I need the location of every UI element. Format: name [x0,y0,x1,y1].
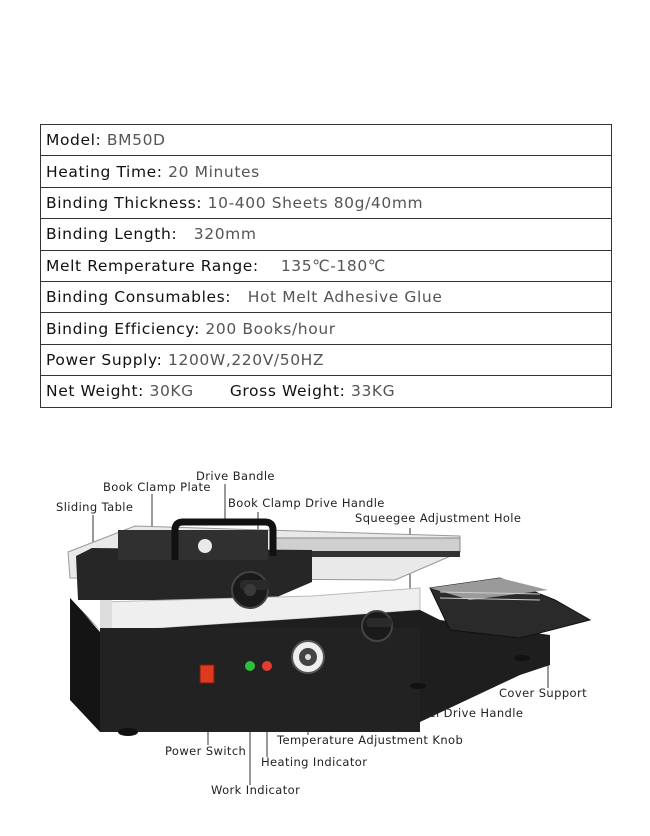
spec-label: Gross Weight: [229,382,346,401]
spec-label: Binding Consumables: [46,288,232,307]
foot [410,683,426,689]
spec-row-weight [41,376,611,406]
clamp-hole [198,539,212,553]
binding-machine-illustration [0,460,650,832]
spec-value: 1200W,220V/50HZ [168,350,325,369]
spec-label: Binding Length: [46,225,178,244]
spec-label: Binding Efficiency: [46,319,200,338]
clamp-plate-top [118,530,268,560]
callout-squeegee-adjustment-hole: Squeegee Adjustment Hole [355,511,522,525]
spec-label: Binding Thickness: [46,193,203,212]
heating-indicator-light [262,661,272,671]
spec-value: 320mm [193,225,257,244]
spec-label: Net Weight: [46,382,144,401]
spec-row-melt-temperature [41,251,611,282]
callout-work-indicator: Work Indicator [211,783,301,797]
callout-book-clamp-plate: Book Clamp Plate [103,480,211,494]
spec-label: Heating Time: [46,162,163,181]
separation-wheel-drive-handle [362,611,392,641]
machine-diagram [0,460,650,832]
callout-book-clamp-drive-handle: Book Clamp Drive Handle [228,496,385,510]
spec-value: 33KG [350,382,396,401]
spec-value: Hot Melt Adhesive Glue [247,288,443,307]
foot [514,655,530,661]
spec-label: Power Supply: [46,350,163,369]
spec-value: 200 Books/hour [205,319,336,338]
callout-power-switch: Power Switch [165,744,247,758]
spec-value: BM50D [106,131,166,150]
spec-row-binding-thickness [41,188,611,219]
spec-row-binding-consumables [41,282,611,313]
callout-temperature-adjustment-knob: Temperature Adjustment Knob [277,733,464,747]
temperature-adjustment-knob [292,641,324,673]
spec-row-model [41,125,611,156]
spec-row-heating-time [41,156,611,187]
callout-separation-wheel-drive-handle: Separation Wheel Drive Handle [331,706,524,720]
spec-row-power-supply [41,345,611,376]
callout-sliding-table: Sliding Table [56,500,134,514]
spec-value: 135℃-180℃ [280,256,386,275]
machine-body-side [70,598,100,732]
work-indicator-light [245,661,255,671]
foot [118,728,138,736]
strip-end [100,600,112,632]
power-switch [200,665,214,683]
spec-row-binding-length [41,219,611,250]
callout-drive-bandle: Drive Bandle [196,469,275,483]
spec-value: 20 Minutes [168,162,260,181]
callout-cover-support: Cover Support [499,686,587,700]
spec-value: 10-400 Sheets 80g/40mm [207,193,424,212]
spec-table [40,124,612,408]
spec-value: 30KG [149,382,194,401]
callout-heating-indicator: Heating Indicator [261,755,368,769]
spec-row-binding-efficiency [41,313,611,344]
spec-label: Model: [46,131,102,150]
spec-label: Melt Remperature Range: [46,256,259,275]
